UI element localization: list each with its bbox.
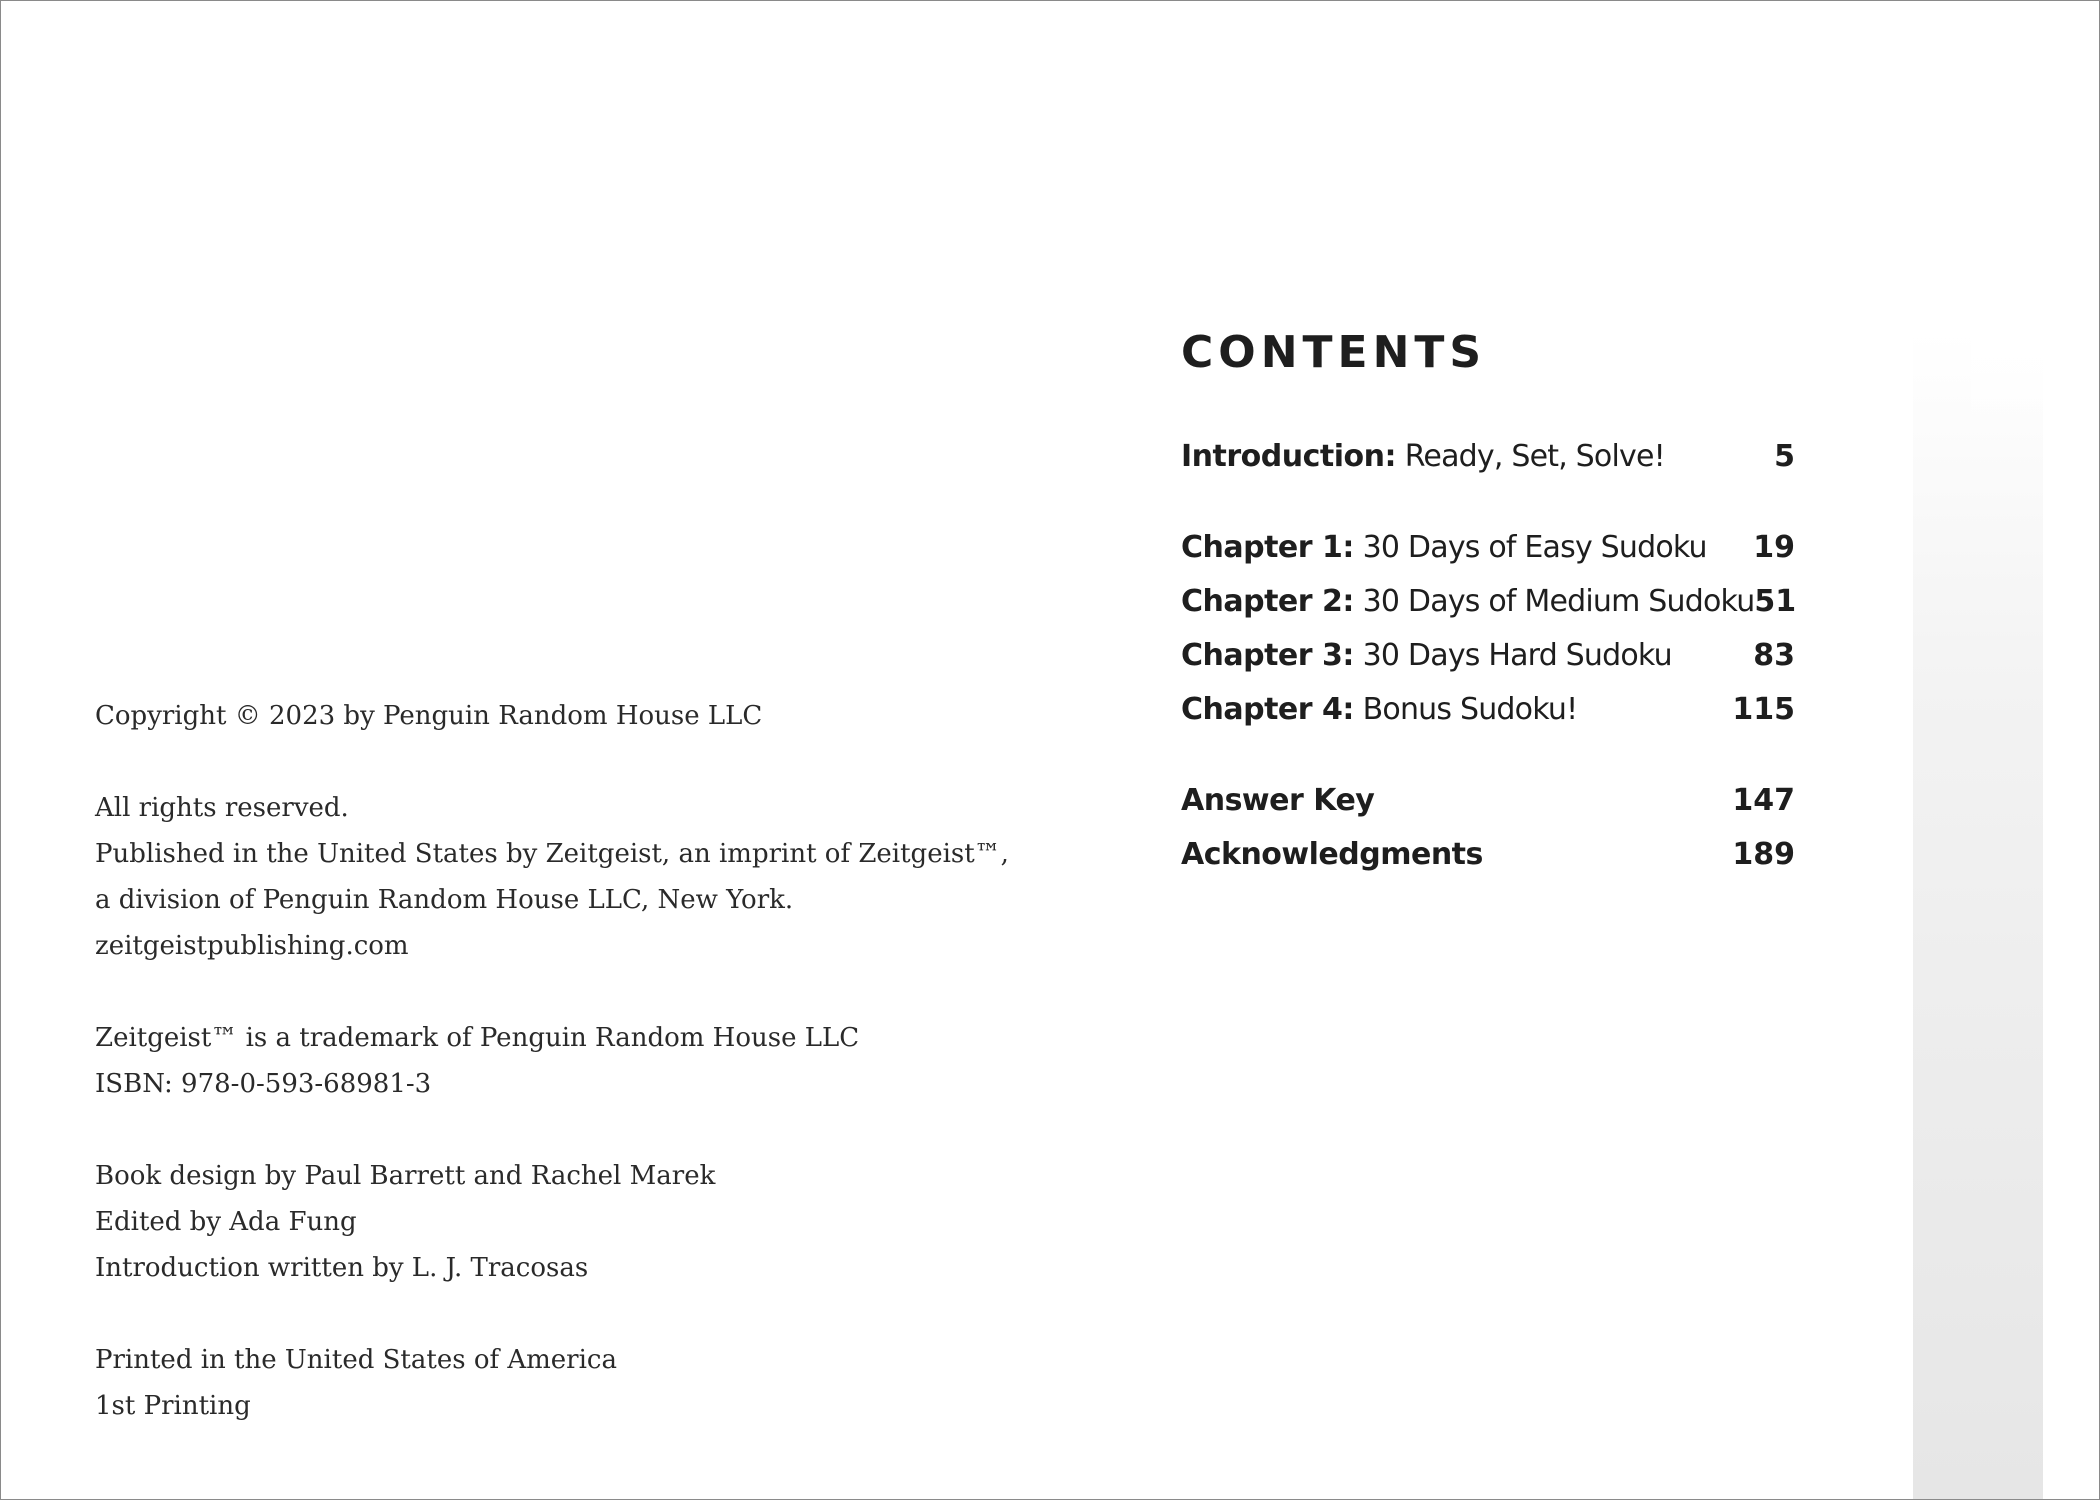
- toc-page-number: 5: [1774, 439, 1795, 474]
- toc-entry-label: Acknowledgments: [1181, 837, 1483, 872]
- toc-entry: [1181, 439, 1795, 493]
- toc-group-spacer: [1181, 493, 1795, 530]
- toc-entry-text: [1181, 584, 1754, 619]
- copyright-line: All rights reserved.: [95, 793, 349, 823]
- toc-entry-label: Chapter 2:: [1181, 584, 1354, 619]
- contents-heading: CONTENTS: [1181, 327, 1487, 378]
- toc-entry-text: [1181, 692, 1577, 727]
- block-spacer: [95, 1291, 995, 1337]
- toc-entry-label: Chapter 4:: [1181, 692, 1354, 727]
- block-spacer: [95, 1107, 995, 1153]
- toc-entry-text: [1181, 439, 1665, 474]
- table-of-contents: [1181, 439, 1795, 891]
- toc-entry: [1181, 584, 1795, 638]
- page-edge-fade: [1971, 331, 2043, 431]
- block-spacer: [95, 739, 995, 785]
- copyright-line: Introduction written by L. J. Tracosas: [95, 1253, 589, 1283]
- toc-page-number: 83: [1753, 638, 1795, 673]
- copyright-line: ISBN: 978-0-593-68981-3: [95, 1069, 432, 1099]
- toc-entry: [1181, 837, 1795, 891]
- copyright-line: Copyright © 2023 by Penguin Random House LLC: [95, 701, 763, 731]
- toc-page-number: 51: [1754, 584, 1797, 619]
- copyright-line: Book design by Paul Barrett and Rachel Marek: [95, 1161, 716, 1191]
- toc-entry: [1181, 783, 1795, 837]
- toc-entry-label: Chapter 3:: [1181, 638, 1354, 673]
- toc-entry: [1181, 638, 1795, 692]
- toc-page-number: 189: [1732, 837, 1795, 872]
- toc-entry: [1181, 692, 1795, 746]
- toc-entry-label: Chapter 1:: [1181, 530, 1354, 565]
- toc-entry-title: 30 Days Hard Sudoku: [1353, 638, 1672, 673]
- copyright-line: a division of Penguin Random House LLC, New York.: [95, 885, 794, 915]
- toc-page-number: 19: [1753, 530, 1795, 565]
- toc-page-number: 147: [1732, 783, 1795, 818]
- toc-entry-label: Introduction:: [1181, 439, 1396, 474]
- copyright-line: Edited by Ada Fung: [95, 1207, 357, 1237]
- toc-entry-text: [1181, 837, 1483, 872]
- toc-group-spacer: [1181, 746, 1795, 783]
- copyright-line: Printed in the United States of America: [95, 1345, 617, 1375]
- block-spacer: [95, 969, 995, 1015]
- toc-entry-text: [1181, 638, 1672, 673]
- copyright-line: zeitgeistpublishing.com: [95, 931, 409, 961]
- toc-entry-text: [1181, 530, 1707, 565]
- page-edge-shading: [1913, 331, 2043, 1500]
- toc-entry: [1181, 530, 1795, 584]
- toc-entry-text: [1181, 783, 1374, 818]
- copyright-line: 1st Printing: [95, 1391, 251, 1421]
- copyright-page: [95, 693, 1009, 1429]
- toc-entry-title: Ready, Set, Solve!: [1395, 439, 1665, 474]
- toc-entry-label: Answer Key: [1181, 783, 1375, 818]
- toc-page-number: 115: [1732, 692, 1795, 727]
- toc-entry-title: 30 Days of Medium Sudoku: [1353, 584, 1755, 619]
- toc-entry-title: 30 Days of Easy Sudoku: [1353, 530, 1707, 565]
- toc-entry-title: Bonus Sudoku!: [1353, 692, 1578, 727]
- copyright-line: Zeitgeist™ is a trademark of Penguin Random House LLC: [95, 1023, 860, 1053]
- copyright-line: Published in the United States by Zeitgeist, an imprint of Zeitgeist™,: [95, 839, 1009, 869]
